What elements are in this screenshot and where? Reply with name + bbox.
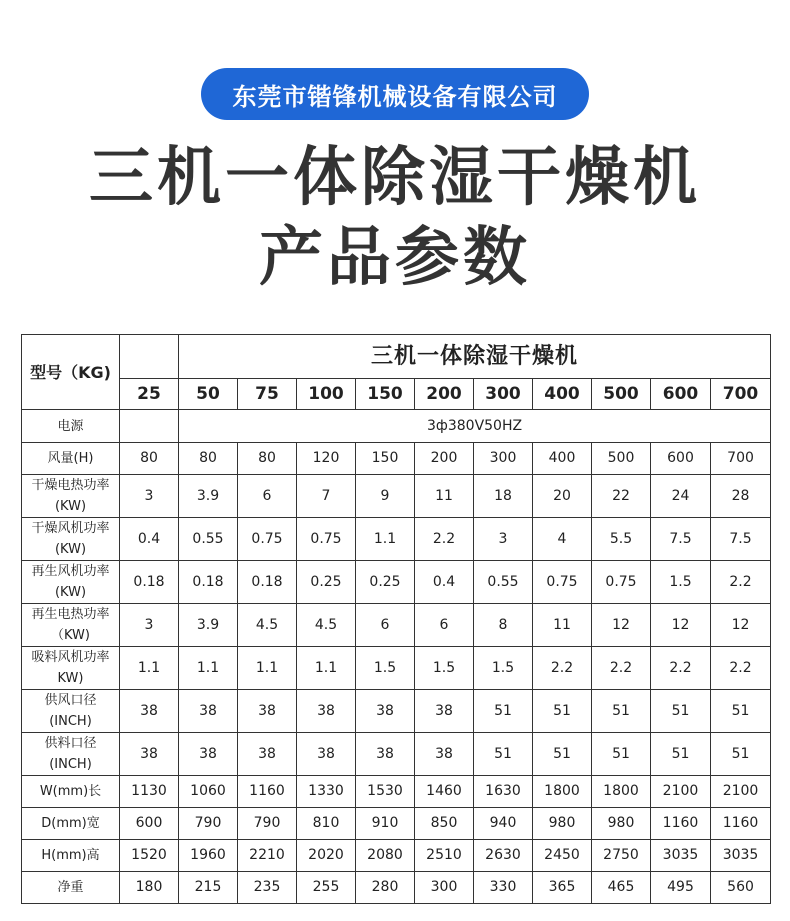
value-cell: 0.75 <box>533 561 592 604</box>
value-cell: 0.18 <box>238 561 297 604</box>
value-cell: 80 <box>238 443 297 475</box>
value-cell: 51 <box>592 690 651 733</box>
row-label <box>22 776 120 808</box>
table-row <box>22 443 771 475</box>
value-cell: 38 <box>120 733 179 776</box>
value-cell: 280 <box>356 872 415 904</box>
value-cell: 11 <box>533 604 592 647</box>
value-cell: 1.5 <box>415 647 474 690</box>
power-empty-cell <box>120 410 179 443</box>
value-cell: 12 <box>651 604 711 647</box>
value-cell: 495 <box>651 872 711 904</box>
value-cell: 500 <box>592 443 651 475</box>
value-cell: 465 <box>592 872 651 904</box>
value-cell: 38 <box>297 690 356 733</box>
value-cell: 790 <box>179 808 238 840</box>
value-cell: 3.9 <box>179 475 238 518</box>
value-cell: 24 <box>651 475 711 518</box>
table-row <box>22 690 771 733</box>
value-cell: 2020 <box>297 840 356 872</box>
value-cell: 51 <box>474 690 533 733</box>
capacity-cell: 500 <box>592 379 651 410</box>
row-label-line: 供料口径 <box>44 736 97 751</box>
table-row <box>22 475 771 518</box>
value-cell: 12 <box>711 604 771 647</box>
value-cell: 9 <box>356 475 415 518</box>
value-cell: 51 <box>711 690 771 733</box>
value-cell: 1.1 <box>238 647 297 690</box>
power-value: 3ф380V50HZ <box>179 410 771 443</box>
value-cell: 38 <box>179 733 238 776</box>
value-cell: 300 <box>415 872 474 904</box>
value-cell: 4.5 <box>238 604 297 647</box>
value-cell: 400 <box>533 443 592 475</box>
row-label <box>22 808 120 840</box>
row-label-line: KW) <box>57 671 84 686</box>
value-cell: 1060 <box>179 776 238 808</box>
value-cell: 18 <box>474 475 533 518</box>
row-label <box>22 604 120 647</box>
power-row <box>22 410 771 443</box>
value-cell: 38 <box>297 733 356 776</box>
value-cell: 4 <box>533 518 592 561</box>
value-cell: 3 <box>120 475 179 518</box>
power-label: 电源 <box>22 410 120 443</box>
value-cell: 215 <box>179 872 238 904</box>
value-cell: 51 <box>592 733 651 776</box>
value-cell: 2510 <box>415 840 474 872</box>
row-label <box>22 840 120 872</box>
value-cell: 120 <box>297 443 356 475</box>
value-cell: 560 <box>711 872 771 904</box>
value-cell: 940 <box>474 808 533 840</box>
value-cell: 1960 <box>179 840 238 872</box>
value-cell: 28 <box>711 475 771 518</box>
value-cell: 51 <box>474 733 533 776</box>
row-label-line: (KW) <box>54 585 87 600</box>
value-cell: 1160 <box>651 808 711 840</box>
value-cell: 12 <box>592 604 651 647</box>
capacity-cell: 25 <box>120 379 179 410</box>
value-cell: 910 <box>356 808 415 840</box>
value-cell: 0.25 <box>297 561 356 604</box>
row-label <box>22 561 120 604</box>
row-label-line: (INCH) <box>49 714 92 729</box>
value-cell: 700 <box>711 443 771 475</box>
table-row <box>22 840 771 872</box>
value-cell: 0.18 <box>179 561 238 604</box>
value-cell: 1800 <box>533 776 592 808</box>
value-cell: 1330 <box>297 776 356 808</box>
value-cell: 600 <box>651 443 711 475</box>
value-cell: 2100 <box>651 776 711 808</box>
value-cell: 1.5 <box>474 647 533 690</box>
capacity-cell: 200 <box>415 379 474 410</box>
value-cell: 1.5 <box>651 561 711 604</box>
row-label-line: (INCH) <box>49 757 92 772</box>
value-cell: 7.5 <box>711 518 771 561</box>
table-row <box>22 604 771 647</box>
value-cell: 3035 <box>711 840 771 872</box>
capacity-cell: 75 <box>238 379 297 410</box>
row-label <box>22 733 120 776</box>
value-cell: 4.5 <box>297 604 356 647</box>
capacity-cell: 100 <box>297 379 356 410</box>
value-cell: 2.2 <box>651 647 711 690</box>
value-cell: 5.5 <box>592 518 651 561</box>
value-cell: 365 <box>533 872 592 904</box>
value-cell: 11 <box>415 475 474 518</box>
value-cell: 1460 <box>415 776 474 808</box>
row-label <box>22 690 120 733</box>
row-label-line: 干燥电热功率 <box>31 478 110 493</box>
company-name-badge: 东莞市锴锋机械设备有限公司 <box>201 68 589 120</box>
row-label-line: (KW) <box>54 542 87 557</box>
value-cell: 0.4 <box>120 518 179 561</box>
value-cell: 3 <box>120 604 179 647</box>
value-cell: 0.75 <box>592 561 651 604</box>
value-cell: 330 <box>474 872 533 904</box>
row-label-line: 干燥风机功率 <box>31 521 110 536</box>
value-cell: 0.4 <box>415 561 474 604</box>
value-cell: 2100 <box>711 776 771 808</box>
table-row <box>22 808 771 840</box>
value-cell: 1160 <box>711 808 771 840</box>
value-cell: 38 <box>238 733 297 776</box>
row-label <box>22 443 120 475</box>
value-cell: 3035 <box>651 840 711 872</box>
value-cell: 1800 <box>592 776 651 808</box>
row-label-line: 风量(H) <box>47 451 94 466</box>
value-cell: 1630 <box>474 776 533 808</box>
value-cell: 6 <box>356 604 415 647</box>
product-name-cell: 三机一体除湿干燥机 <box>179 335 771 379</box>
value-cell: 1.1 <box>356 518 415 561</box>
row-label <box>22 518 120 561</box>
value-cell: 1.1 <box>297 647 356 690</box>
empty-header-cell <box>120 335 179 379</box>
value-cell: 80 <box>120 443 179 475</box>
value-cell: 51 <box>533 733 592 776</box>
value-cell: 790 <box>238 808 297 840</box>
value-cell: 255 <box>297 872 356 904</box>
row-label-line: D(mm)宽 <box>41 816 100 831</box>
value-cell: 3 <box>474 518 533 561</box>
value-cell: 235 <box>238 872 297 904</box>
value-cell: 600 <box>120 808 179 840</box>
value-cell: 1160 <box>238 776 297 808</box>
value-cell: 1130 <box>120 776 179 808</box>
value-cell: 1520 <box>120 840 179 872</box>
value-cell: 51 <box>651 690 711 733</box>
value-cell: 810 <box>297 808 356 840</box>
row-label-line: 再生风机功率 <box>31 564 110 579</box>
table-row <box>22 733 771 776</box>
value-cell: 2.2 <box>592 647 651 690</box>
row-label <box>22 647 120 690</box>
value-cell: 2630 <box>474 840 533 872</box>
value-cell: 980 <box>533 808 592 840</box>
value-cell: 1.5 <box>356 647 415 690</box>
value-cell: 80 <box>179 443 238 475</box>
value-cell: 38 <box>120 690 179 733</box>
value-cell: 0.55 <box>179 518 238 561</box>
value-cell: 1.1 <box>179 647 238 690</box>
value-cell: 8 <box>474 604 533 647</box>
capacity-cell: 300 <box>474 379 533 410</box>
capacity-row <box>22 379 771 410</box>
row-label-line: 供风口径 <box>44 693 97 708</box>
row-label-line: 再生电热功率 <box>31 607 110 622</box>
value-cell: 300 <box>474 443 533 475</box>
header-row <box>22 335 771 379</box>
table-row <box>22 561 771 604</box>
row-label-line: 净重 <box>57 880 84 895</box>
table-row <box>22 872 771 904</box>
value-cell: 1530 <box>356 776 415 808</box>
row-label-line: （KW) <box>51 628 90 643</box>
value-cell: 51 <box>651 733 711 776</box>
value-cell: 2.2 <box>415 518 474 561</box>
value-cell: 150 <box>356 443 415 475</box>
value-cell: 980 <box>592 808 651 840</box>
value-cell: 180 <box>120 872 179 904</box>
value-cell: 7 <box>297 475 356 518</box>
capacity-cell: 400 <box>533 379 592 410</box>
table-row <box>22 776 771 808</box>
page-title: 三机一体除湿干燥机 <box>89 141 701 215</box>
value-cell: 2080 <box>356 840 415 872</box>
value-cell: 38 <box>415 690 474 733</box>
value-cell: 38 <box>415 733 474 776</box>
value-cell: 0.55 <box>474 561 533 604</box>
value-cell: 0.75 <box>238 518 297 561</box>
value-cell: 1.1 <box>120 647 179 690</box>
value-cell: 200 <box>415 443 474 475</box>
value-cell: 38 <box>179 690 238 733</box>
value-cell: 38 <box>238 690 297 733</box>
value-cell: 7.5 <box>651 518 711 561</box>
capacity-cell: 600 <box>651 379 711 410</box>
page-subtitle: 产品参数 <box>259 221 531 295</box>
capacity-cell: 150 <box>356 379 415 410</box>
value-cell: 22 <box>592 475 651 518</box>
row-label <box>22 872 120 904</box>
value-cell: 3.9 <box>179 604 238 647</box>
value-cell: 38 <box>356 733 415 776</box>
value-cell: 0.25 <box>356 561 415 604</box>
value-cell: 2.2 <box>711 647 771 690</box>
row-label <box>22 475 120 518</box>
capacity-cell: 50 <box>179 379 238 410</box>
row-label-line: (KW) <box>54 499 87 514</box>
value-cell: 2750 <box>592 840 651 872</box>
value-cell: 51 <box>711 733 771 776</box>
value-cell: 6 <box>238 475 297 518</box>
value-cell: 2210 <box>238 840 297 872</box>
table-row <box>22 518 771 561</box>
value-cell: 0.75 <box>297 518 356 561</box>
table-row <box>22 647 771 690</box>
value-cell: 0.18 <box>120 561 179 604</box>
value-cell: 850 <box>415 808 474 840</box>
value-cell: 20 <box>533 475 592 518</box>
value-cell: 2.2 <box>533 647 592 690</box>
capacity-cell: 700 <box>711 379 771 410</box>
spec-table <box>21 334 771 904</box>
row-label-line: H(mm)高 <box>41 848 100 863</box>
model-header-cell: 型号（KG) <box>22 335 120 410</box>
value-cell: 2.2 <box>711 561 771 604</box>
value-cell: 51 <box>533 690 592 733</box>
row-label-line: 吸料风机功率 <box>31 650 110 665</box>
value-cell: 6 <box>415 604 474 647</box>
row-label-line: W(mm)长 <box>39 784 102 799</box>
value-cell: 38 <box>356 690 415 733</box>
value-cell: 2450 <box>533 840 592 872</box>
